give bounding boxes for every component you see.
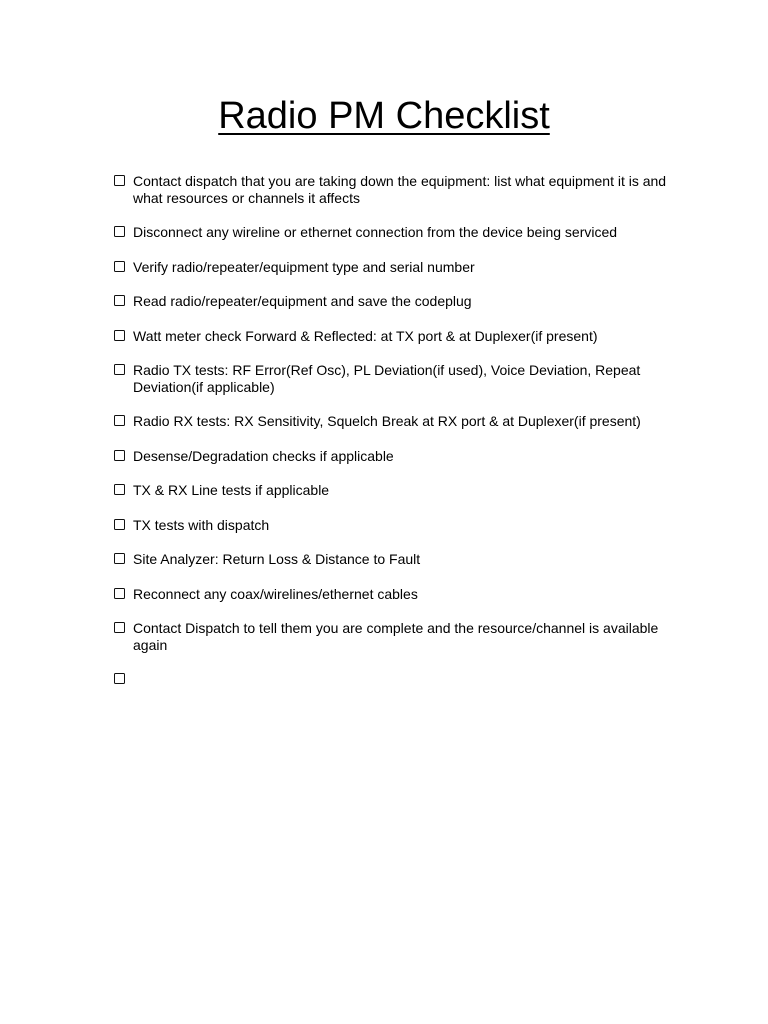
checklist-item-text: Radio RX tests: RX Sensitivity, Squelch Break at RX port & at Duplexer(if present): [133, 413, 641, 429]
checklist-item: [114, 328, 674, 345]
checkbox[interactable]: [114, 553, 125, 564]
checklist-item-text: Reconnect any coax/wirelines/ethernet cables: [133, 585, 418, 602]
checklist-item-text: Radio TX tests: RF Error(Ref Osc), PL Deviation(if used), Voice Deviation, Repeat Deviation(if applicable): [133, 362, 641, 395]
checkbox[interactable]: [114, 673, 125, 684]
checklist-item: [114, 413, 674, 430]
checklist-item: [114, 620, 674, 653]
checklist-item-text: Disconnect any wireline or ethernet connection from the device being serviced: [133, 224, 618, 240]
checklist-item: [114, 482, 674, 499]
checklist-item-empty: [114, 671, 674, 684]
checklist-item-text: Read radio/repeater/equipment and save the codeplug: [133, 293, 472, 309]
checklist-item-text: TX tests with dispatch: [133, 516, 270, 533]
checklist-item: [114, 448, 674, 465]
checkbox[interactable]: [114, 588, 125, 599]
checklist-item-text: Verify radio/repeater/equipment type and serial number: [133, 258, 475, 275]
checkbox[interactable]: [114, 175, 125, 186]
checklist-item: [114, 259, 674, 276]
checkbox[interactable]: [114, 330, 125, 341]
checklist-item-text: Contact Dispatch to tell them you are complete and the resource/channel is available again: [133, 620, 659, 653]
checklist-item: [114, 224, 674, 241]
page-title: Radio PM Checklist: [218, 95, 550, 137]
checkbox[interactable]: [114, 519, 125, 530]
checkbox[interactable]: [114, 484, 125, 495]
checklist-item-text: Site Analyzer: Return Loss & Distance to Fault: [133, 551, 421, 567]
checklist-item-text: Contact dispatch that you are taking down the equipment: list what equipment it is and what resources or channels it affects: [133, 173, 667, 206]
checkbox[interactable]: [114, 261, 125, 272]
checklist-item: [114, 517, 674, 534]
checklist-item-text: Desense/Degradation checks if applicable: [133, 447, 394, 464]
checkbox[interactable]: [114, 622, 125, 633]
checklist-item: [114, 586, 674, 603]
checkbox[interactable]: [114, 364, 125, 375]
checkbox[interactable]: [114, 415, 125, 426]
checklist-item-text: TX & RX Line tests if applicable: [133, 482, 330, 498]
checkbox[interactable]: [114, 295, 125, 306]
checklist-item-text: Watt meter check Forward & Reflected: at TX port & at Duplexer(if present): [133, 327, 598, 344]
checklist-item: [114, 551, 674, 568]
checkbox[interactable]: [114, 226, 125, 237]
checklist-item: [114, 173, 674, 206]
checkbox[interactable]: [114, 450, 125, 461]
checklist-item: [114, 293, 674, 310]
checklist: [114, 173, 674, 702]
checklist-item: [114, 362, 674, 395]
